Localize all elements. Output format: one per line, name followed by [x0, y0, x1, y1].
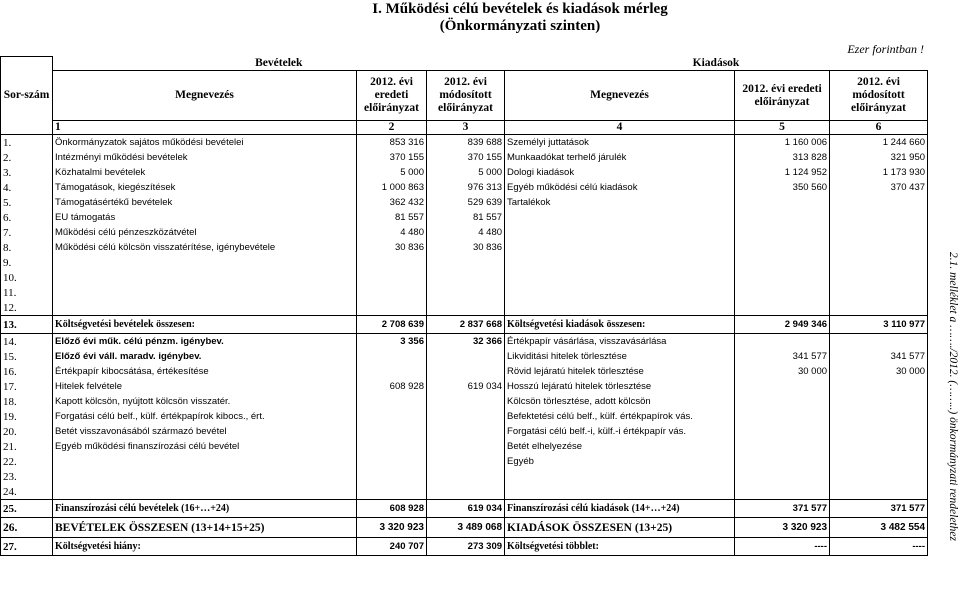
row-number-cell: 18. [1, 394, 53, 409]
expenditure-original-cell [735, 285, 830, 300]
revenue-original-cell: 5 000 [357, 165, 427, 180]
expenditure-original-cell: 2 949 346 [735, 316, 830, 334]
table-row [1, 484, 928, 500]
revenue-modified-cell: 976 313 [427, 180, 505, 195]
revenue-name-cell: Intézményi működési bevételek [53, 150, 357, 165]
expenditure-name-cell: Befektetési célú belf., külf. értékpapírok vás. [505, 409, 735, 424]
expenditure-name-cell: Költségvetési többlet: [505, 538, 735, 556]
expenditure-modified-cell: 341 577 [830, 349, 928, 364]
table-row [1, 500, 928, 518]
expenditure-name-cell [505, 240, 735, 255]
revenue-name-cell: Költségvetési hiány: [53, 538, 357, 556]
expenditure-modified-cell [830, 334, 928, 350]
table-row [1, 379, 928, 394]
expenditure-modified-cell [830, 409, 928, 424]
table-row [1, 424, 928, 439]
header-rev-modified: 2012. évi módosított előirányzat [427, 71, 505, 121]
row-number-cell: 8. [1, 240, 53, 255]
row-number-cell: 20. [1, 424, 53, 439]
row-number-cell: 4. [1, 180, 53, 195]
revenue-name-cell: EU támogatás [53, 210, 357, 225]
expenditure-original-cell [735, 394, 830, 409]
expenditure-name-cell [505, 469, 735, 484]
table-row [1, 285, 928, 300]
revenue-original-cell [357, 255, 427, 270]
col-number-6: 6 [830, 121, 928, 135]
row-number-cell: 1. [1, 135, 53, 151]
table-row [1, 210, 928, 225]
expenditure-original-cell [735, 334, 830, 350]
revenue-name-cell: Egyéb működési finanszírozási célú bevétel [53, 439, 357, 454]
expenditure-name-cell: Személyi juttatások [505, 135, 735, 151]
revenue-original-cell: 3 356 [357, 334, 427, 350]
revenue-name-cell: Előző évi műk. célú pénzm. igénybev. [53, 334, 357, 350]
expenditure-modified-cell: 30 000 [830, 364, 928, 379]
expenditure-name-cell: Rövid lejáratú hitelek törlesztése [505, 364, 735, 379]
revenue-original-cell [357, 484, 427, 500]
expenditure-name-cell [505, 484, 735, 500]
expenditure-modified-cell: 3 482 554 [830, 518, 928, 538]
row-number-cell: 12. [1, 300, 53, 316]
revenue-original-cell: 370 155 [357, 150, 427, 165]
expenditure-modified-cell: 370 437 [830, 180, 928, 195]
revenue-modified-cell [427, 439, 505, 454]
revenue-original-cell [357, 300, 427, 316]
table-row [1, 469, 928, 484]
revenue-modified-cell: 370 155 [427, 150, 505, 165]
expenditure-modified-cell [830, 439, 928, 454]
row-number-cell: 13. [1, 316, 53, 334]
expenditure-name-cell: Költségvetési kiadások összesen: [505, 316, 735, 334]
expenditure-modified-cell [830, 240, 928, 255]
revenue-name-cell [53, 285, 357, 300]
revenue-name-cell [53, 300, 357, 316]
revenue-name-cell: Közhatalmi bevételek [53, 165, 357, 180]
revenue-modified-cell: 619 034 [427, 500, 505, 518]
row-number-cell: 2. [1, 150, 53, 165]
expenditure-name-cell [505, 225, 735, 240]
table-row [1, 225, 928, 240]
expenditure-original-cell [735, 484, 830, 500]
revenue-name-cell: Betét visszavonásából származó bevétel [53, 424, 357, 439]
expenditure-name-cell: Egyéb működési célú kiadások [505, 180, 735, 195]
header-expenditures: Kiadások [692, 56, 740, 69]
revenue-modified-cell: 4 480 [427, 225, 505, 240]
expenditure-name-cell: Tartalékok [505, 195, 735, 210]
table-row [1, 364, 928, 379]
expenditure-modified-cell [830, 300, 928, 316]
table-row [1, 195, 928, 210]
expenditure-name-cell [505, 300, 735, 316]
revenue-original-cell [357, 454, 427, 469]
expenditure-original-cell [735, 469, 830, 484]
expenditure-name-cell: Hosszú lejáratú hitelek törlesztése [505, 379, 735, 394]
row-number-cell: 14. [1, 334, 53, 350]
expenditure-original-cell: 350 560 [735, 180, 830, 195]
expenditure-original-cell [735, 439, 830, 454]
revenue-original-cell: 81 557 [357, 210, 427, 225]
row-number-cell: 22. [1, 454, 53, 469]
table-row [1, 349, 928, 364]
revenue-original-cell: 608 928 [357, 500, 427, 518]
row-number-cell: 25. [1, 500, 53, 518]
row-number-cell: 17. [1, 379, 53, 394]
table-row [1, 180, 928, 195]
revenue-modified-cell: 5 000 [427, 165, 505, 180]
expenditure-name-cell: Finanszírozási célú kiadások (14+…+24) [505, 500, 735, 518]
expenditure-modified-cell: 1 173 930 [830, 165, 928, 180]
revenue-original-cell: 362 432 [357, 195, 427, 210]
revenue-modified-cell [427, 424, 505, 439]
row-number-cell: 23. [1, 469, 53, 484]
row-number-cell: 27. [1, 538, 53, 556]
expenditure-original-cell: 3 320 923 [735, 518, 830, 538]
expenditure-modified-cell [830, 210, 928, 225]
header-exp-modified: 2012. évi módosított előirányzat [830, 71, 928, 121]
revenue-modified-cell [427, 285, 505, 300]
revenue-name-cell: Forgatási célú belf., külf. értékpapírok kibocs., ért. [53, 409, 357, 424]
revenue-original-cell: 1 000 863 [357, 180, 427, 195]
table-row [1, 255, 928, 270]
expenditure-name-cell: Kölcsön törlesztése, adott kölcsön [505, 394, 735, 409]
revenue-name-cell [53, 270, 357, 285]
header-rev-original: 2012. évi eredeti előirányzat [357, 71, 427, 121]
expenditure-original-cell [735, 210, 830, 225]
table-row [1, 334, 928, 350]
expenditure-original-cell: 341 577 [735, 349, 830, 364]
row-number-cell: 5. [1, 195, 53, 210]
row-number-cell: 11. [1, 285, 53, 300]
table-row [1, 439, 928, 454]
expenditure-original-cell: 1 160 006 [735, 135, 830, 151]
expenditure-original-cell [735, 379, 830, 394]
revenue-original-cell [357, 270, 427, 285]
revenue-modified-cell: 2 837 668 [427, 316, 505, 334]
revenue-original-cell [357, 394, 427, 409]
expenditure-name-cell [505, 285, 735, 300]
expenditure-original-cell: 371 577 [735, 500, 830, 518]
row-number-cell: 24. [1, 484, 53, 500]
expenditure-original-cell: 30 000 [735, 364, 830, 379]
row-number-cell: 6. [1, 210, 53, 225]
revenue-name-cell [53, 454, 357, 469]
revenue-original-cell: 3 320 923 [357, 518, 427, 538]
revenue-modified-cell: 273 309 [427, 538, 505, 556]
row-number-cell: 21. [1, 439, 53, 454]
table-row [1, 316, 928, 334]
revenue-original-cell: 30 836 [357, 240, 427, 255]
revenue-modified-cell [427, 394, 505, 409]
revenue-modified-cell [427, 349, 505, 364]
expenditure-modified-cell [830, 379, 928, 394]
expenditure-name-cell: Egyéb [505, 454, 735, 469]
expenditure-modified-cell: 1 244 660 [830, 135, 928, 151]
expenditure-original-cell [735, 300, 830, 316]
revenue-original-cell: 853 316 [357, 135, 427, 151]
row-number-cell: 3. [1, 165, 53, 180]
expenditure-modified-cell [830, 270, 928, 285]
side-annex-note: 2.1. melléklet a ……./2012. (……..) önkormányzati rendelethez [947, 252, 959, 541]
revenue-modified-cell: 619 034 [427, 379, 505, 394]
revenue-name-cell: Támogatásértékű bevételek [53, 195, 357, 210]
revenue-original-cell [357, 409, 427, 424]
revenue-modified-cell: 81 557 [427, 210, 505, 225]
expenditure-modified-cell: 371 577 [830, 500, 928, 518]
col-number-5: 5 [735, 121, 830, 135]
revenue-name-cell: Finanszírozási célú bevételek (16+…+24) [53, 500, 357, 518]
revenue-original-cell [357, 364, 427, 379]
revenue-name-cell: Hitelek felvétele [53, 379, 357, 394]
revenue-original-cell: 4 480 [357, 225, 427, 240]
table-row [1, 300, 928, 316]
revenue-name-cell [53, 469, 357, 484]
revenue-name-cell: BEVÉTELEK ÖSSZESEN (13+14+15+25) [53, 518, 357, 538]
revenue-name-cell: Működési célú kölcsön visszatérítése, igénybevétele [53, 240, 357, 255]
revenue-modified-cell [427, 270, 505, 285]
header-rev-name: Megnevezés [53, 71, 357, 121]
expenditure-original-cell: ---- [735, 538, 830, 556]
expenditure-name-cell: Értékpapír vásárlása, visszavásárlása [505, 334, 735, 350]
expenditure-name-cell: Betét elhelyezése [505, 439, 735, 454]
expenditure-modified-cell: 3 110 977 [830, 316, 928, 334]
expenditure-name-cell [505, 210, 735, 225]
expenditure-original-cell: 313 828 [735, 150, 830, 165]
revenue-name-cell: Támogatások, kiegészítések [53, 180, 357, 195]
revenue-name-cell: Előző évi váll. maradv. igénybev. [53, 349, 357, 364]
revenue-modified-cell [427, 454, 505, 469]
table-row [1, 394, 928, 409]
expenditure-original-cell [735, 240, 830, 255]
table-row [1, 518, 928, 538]
expenditure-name-cell: Forgatási célú belf.-i, külf.-i értékpapír vás. [505, 424, 735, 439]
expenditure-modified-cell: 321 950 [830, 150, 928, 165]
expenditure-name-cell [505, 255, 735, 270]
revenue-modified-cell [427, 300, 505, 316]
table-row [1, 240, 928, 255]
table-row [1, 409, 928, 424]
expenditure-original-cell [735, 225, 830, 240]
expenditure-modified-cell [830, 424, 928, 439]
col-number-1: 1 [53, 121, 357, 135]
expenditure-name-cell: Likviditási hitelek törlesztése [505, 349, 735, 364]
revenue-original-cell: 2 708 639 [357, 316, 427, 334]
revenue-original-cell [357, 439, 427, 454]
revenue-original-cell [357, 285, 427, 300]
expenditure-modified-cell [830, 195, 928, 210]
row-number-cell: 19. [1, 409, 53, 424]
page-title: I. Működési célú bevételek és kiadások mérleg [372, 1, 668, 17]
expenditure-modified-cell [830, 484, 928, 500]
revenue-name-cell [53, 255, 357, 270]
expenditure-modified-cell [830, 255, 928, 270]
revenue-modified-cell [427, 364, 505, 379]
row-number-cell: 10. [1, 270, 53, 285]
table-row [1, 150, 928, 165]
row-number-cell: 7. [1, 225, 53, 240]
row-number-cell: 15. [1, 349, 53, 364]
header-exp-name: Megnevezés [505, 71, 735, 121]
expenditure-original-cell: 1 124 952 [735, 165, 830, 180]
col-number-2: 2 [357, 121, 427, 135]
revenue-modified-cell [427, 255, 505, 270]
expenditure-modified-cell [830, 454, 928, 469]
header-revenues: Bevételek [255, 56, 303, 69]
unit-note: Ezer forintban ! [847, 42, 924, 56]
revenue-name-cell: Értékpapír kibocsátása, értékesítése [53, 364, 357, 379]
revenue-modified-cell: 30 836 [427, 240, 505, 255]
revenue-original-cell: 240 707 [357, 538, 427, 556]
revenue-modified-cell: 3 489 068 [427, 518, 505, 538]
table-row [1, 135, 928, 151]
expenditure-name-cell: KIADÁSOK ÖSSZESEN (13+25) [505, 518, 735, 538]
revenue-modified-cell [427, 484, 505, 500]
table-row [1, 454, 928, 469]
balance-table [0, 56, 928, 556]
revenue-modified-cell: 839 688 [427, 135, 505, 151]
expenditure-modified-cell: ---- [830, 538, 928, 556]
revenue-original-cell [357, 424, 427, 439]
expenditure-name-cell [505, 270, 735, 285]
expenditure-modified-cell [830, 285, 928, 300]
table-row [1, 270, 928, 285]
expenditure-name-cell: Dologi kiadások [505, 165, 735, 180]
revenue-original-cell [357, 349, 427, 364]
revenue-name-cell: Költségvetési bevételek összesen: [53, 316, 357, 334]
row-number-cell: 26. [1, 518, 53, 538]
table-row [1, 165, 928, 180]
revenue-original-cell [357, 469, 427, 484]
expenditure-original-cell [735, 424, 830, 439]
expenditure-modified-cell [830, 394, 928, 409]
expenditure-original-cell [735, 195, 830, 210]
revenue-modified-cell: 529 639 [427, 195, 505, 210]
revenue-name-cell [53, 484, 357, 500]
revenue-modified-cell [427, 469, 505, 484]
revenue-name-cell: Önkormányzatok sajátos működési bevételei [53, 135, 357, 151]
col-number-3: 3 [427, 121, 505, 135]
row-number-cell: 16. [1, 364, 53, 379]
expenditure-modified-cell [830, 469, 928, 484]
revenue-original-cell: 608 928 [357, 379, 427, 394]
revenue-modified-cell: 32 366 [427, 334, 505, 350]
revenue-name-cell: Működési célú pénzeszközátvétel [53, 225, 357, 240]
expenditure-original-cell [735, 454, 830, 469]
expenditure-original-cell [735, 409, 830, 424]
revenue-modified-cell [427, 409, 505, 424]
expenditure-name-cell: Munkaadókat terhelő járulék [505, 150, 735, 165]
row-number-cell: 9. [1, 255, 53, 270]
header-row-number: Sor-szám [1, 57, 53, 135]
expenditure-modified-cell [830, 225, 928, 240]
page-subtitle: (Önkormányzati szinten) [439, 18, 601, 34]
revenue-name-cell: Kapott kölcsön, nyújtott kölcsön visszatér. [53, 394, 357, 409]
col-number-4: 4 [505, 121, 735, 135]
expenditure-original-cell [735, 255, 830, 270]
header-exp-original: 2012. évi eredeti előirányzat [735, 71, 830, 121]
expenditure-original-cell [735, 270, 830, 285]
table-row [1, 538, 928, 556]
